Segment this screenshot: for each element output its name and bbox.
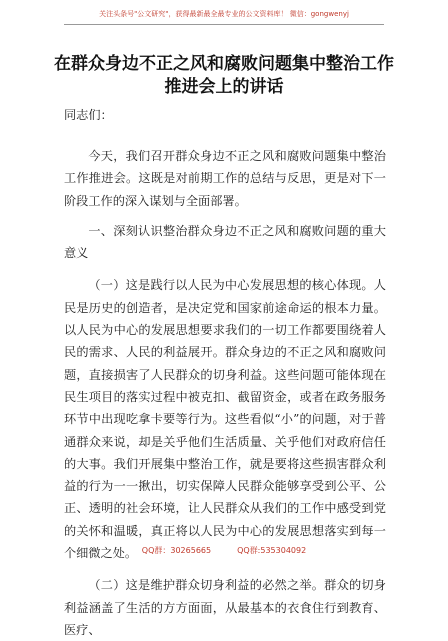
- footer-qq-group-2: QQ群:535304092: [237, 546, 307, 555]
- document-body: [64, 145, 386, 641]
- salutation-text: 同志们：: [64, 108, 113, 122]
- document-title: [40, 53, 408, 99]
- header-divider: [64, 24, 384, 25]
- paragraph-point-2: （二）这是维护群众切身利益的必然之举。群众的切身利益涵盖了生活的方方面面，从最基本的衣食住行到教育、医疗、: [64, 578, 386, 637]
- title-line-2: 推进会上的讲话: [164, 77, 284, 97]
- footer-qq-group-1: QQ群：30265665: [141, 546, 212, 555]
- footer-contact: [0, 545, 448, 557]
- section-heading-1: 一、深刻认识整治群众身边不正之风和腐败问题的重大意义: [64, 223, 386, 261]
- header-promo-note: 关注头条号"公文研究"，获得最新最全最专业的公文资料库！ 微信：gongwenyj: [99, 10, 349, 18]
- title-line-1: 在群众身边不正之风和腐败问题集中整治工作: [54, 54, 394, 74]
- paragraph-point-1: （一）这是践行以人民为中心发展思想的核心体现。人民是历史的创造者，是决定党和国家前途命运的根本力量。以人民为中心的发展思想要求我们的一切工作都要围绕着人民的需求、人民的利益展开。群众身边的不正之风和腐败问题，直接损害了人民群众的切身利益。这些问题可能体现在民生项目的落实过程中被克扣、截留资金，或者在政务服务环节中出现吃拿卡要等行为。这些看似“小”的问题，对于普通群众来说，却是关乎他们生活质量、关乎他们对政府信任的大事。我们开展集中整治工作，就是要将这些损害群众利益的行为一一揪出，切实保障人民群众能够享受到公平、公正、透明的社会环境，让人民群众从我们的工作中感受到党的关怀和温暖，真正将以人民为中心的发展思想落实到每一个细微之处。: [64, 278, 386, 561]
- paragraph-intro: 今天，我们召开群众身边不正之风和腐败问题集中整治工作推进会。这既是对前期工作的总结与反思，更是对下一阶段工作的深入谋划与全面部署。: [64, 149, 386, 208]
- salutation: [64, 104, 386, 126]
